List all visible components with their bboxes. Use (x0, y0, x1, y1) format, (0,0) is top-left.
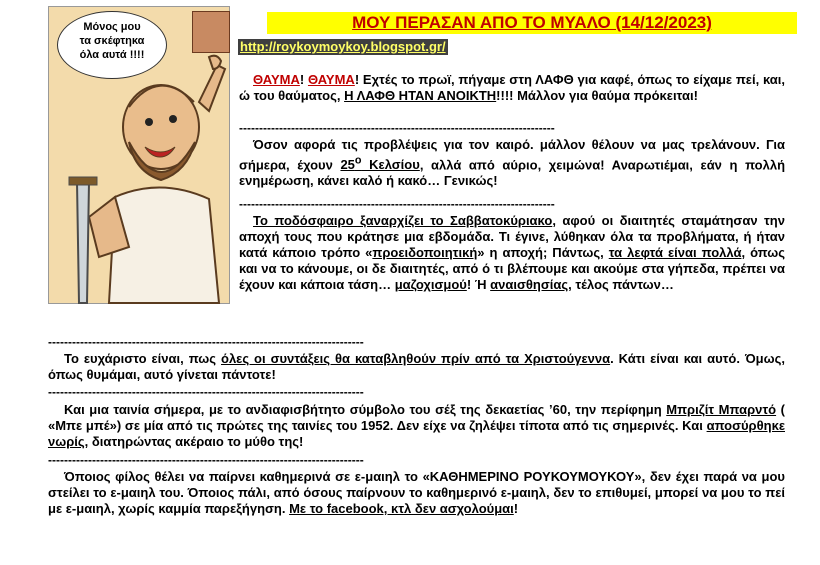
p2-text-d: , αλλά από αύριο, χειμώνα! Αναρωτιέμαι, εάν η πολλή ενημέρωση, κάνει καλό ή κακό… Γενικώς! (239, 157, 786, 189)
p2-temp (340, 157, 419, 172)
p4-text-c: . Κάτι είναι και αυτό. Όμως, όπως θυμάμαι, αυτό γίνεται πάντοτε! (48, 351, 785, 382)
bubble-line-1: Μόνος μου (83, 21, 141, 33)
p6-text-c: ! (513, 501, 519, 516)
p2-degree: ο (354, 155, 362, 167)
p2-temp-value: 25 (340, 157, 355, 173)
p1-text-d: ! Εχτές το πρωϊ, πήγαμε στη ΛΑΦΘ για καφέ, όπως το είχαμε πεί, και, ώ του θαύματος, (239, 72, 785, 103)
bubble-line-3: όλα αυτά !!!! (79, 49, 145, 61)
separator-1: ------------------------------------------------------------------------------- (239, 121, 555, 135)
p3-insensitivity: αναισθησίας (490, 277, 569, 292)
p3-text-h: ! Ή (466, 277, 491, 292)
p5-retired: αποσύρθηκε νωρίς (48, 418, 785, 449)
p2-text-a: Όσον αφορά τις προβλέψεις για τον καιρό. μάλλον θέλουν να μας τρελάνουν. Για σήμερα, έχουν (239, 137, 785, 173)
speech-bubble (57, 11, 167, 79)
p3-text-f: , όπως και να το κάνουμε, οι δε διαιτητές, από ό τι βλέπουμε και ακούμε στα γήπεδα, πρέπει να έχουν και κάποια τάση… (239, 245, 785, 292)
p4-text-a: Το ευχάριστο είναι, πως (64, 351, 221, 366)
p1-thavma-2: ΘΑΥΜΑ (307, 72, 355, 87)
p6-text-a: Όποιος φίλος θέλει να παίρνει καθημερινά σε ε-μαιηλ το «ΚΑΘΗΜΕΡΙΝΟ ΡΟΥΚΟΥΜΟΥΚΟΥ», δεν έχει παρά να μου στείλει το ε-μαιηλ του. Όποιος πάλι, από όσους παίρνουν το καθημερινό ε-μαιηλ, δεν το επιθυμεί, μπορεί να μου το πεί με ε-μαιηλ, χωρίς καμμία παρεξήγηση. (48, 469, 785, 516)
p3-text-j: , τέλος πάντων… (568, 277, 674, 292)
paragraph-6 (48, 469, 785, 517)
p5-text-e: , διατηρώντας ακέραιο το μύθο της! (84, 434, 304, 449)
separator-2: ------------------------------------------------------------------------------- (239, 197, 555, 211)
paragraph-5 (48, 402, 785, 450)
p1-thavma-1: ΘΑΥΜΑ (253, 72, 300, 87)
p1-lafth-open: Η ΛΑΦΘ ΗΤΑΝ ΑΝΟΙΚΤΗ (344, 88, 497, 103)
separator-5: ------------------------------------------------------------------------------- (48, 453, 364, 467)
author-portrait-icon (192, 11, 230, 53)
separator-4: ------------------------------------------------------------------------------- (48, 385, 364, 399)
p3-warning: προειδοποιητική (372, 245, 478, 260)
paragraph-3 (239, 213, 785, 293)
paragraph-2 (239, 137, 785, 189)
p5-bardot: Μπριζίτ Μπαρντό (666, 402, 777, 417)
p5-text-a: Και μια ταινία σήμερα, με το ανδιαφισβήτητο σύμβολο του σέξ της δεκαετίας ’60, την περίφημη (64, 402, 667, 417)
p3-text-d: » η αποχή; Πάντως, (477, 245, 609, 260)
p4-pensions: όλες οι συντάξεις θα καταβληθούν πρίν από τα Χριστούγεννα (221, 351, 611, 366)
bubble-line-2: τα σκέφτηκα (79, 35, 145, 47)
blog-link[interactable]: http://roykoymoykoy.blogspot.gr/ (240, 39, 446, 54)
p3-money: τα λεφτά είναι πολλά (608, 245, 742, 260)
paragraph-4 (48, 351, 785, 383)
p6-facebook: Με το facebook, κτλ δεν ασχολούμαι (289, 501, 514, 516)
p3-football: Το ποδόσφαιρο ξαναρχίζει το Σαββατοκύριακο (253, 213, 553, 228)
page-title: ΜΟΥ ΠΕΡΑΣΑΝ ΑΠΟ ΤΟ ΜΥΑΛΟ (14/12/2023) (267, 12, 797, 34)
p1-text-f: !!!! Μάλλον για θαύμα πρόκειται! (496, 88, 698, 103)
cartoon-illustration (48, 6, 230, 304)
p3-text-b: , αφού οι διαιτητές σταμάτησαν την αποχή τους που κράτησε μια εβδομάδα. Τι έγινε, λύθηκαν όλα τα προβλήματα, ή ήταν κατά κάποιο τρόπο « (239, 213, 785, 260)
p2-celsius: Κελσίου (361, 157, 420, 173)
paragraph-1 (239, 72, 785, 104)
p5-text-c: ( «Μπε μπέ») σε μία από τις πρώτες της ταινίες του 1952. Δεν είχε να ζηλέψει τίποτα από τις σημερινές. Και (48, 402, 785, 433)
separator-3: ------------------------------------------------------------------------------- (48, 335, 364, 349)
p3-masochism: μαζοχισμού (394, 277, 467, 292)
p1-text-b: ! (299, 72, 308, 87)
